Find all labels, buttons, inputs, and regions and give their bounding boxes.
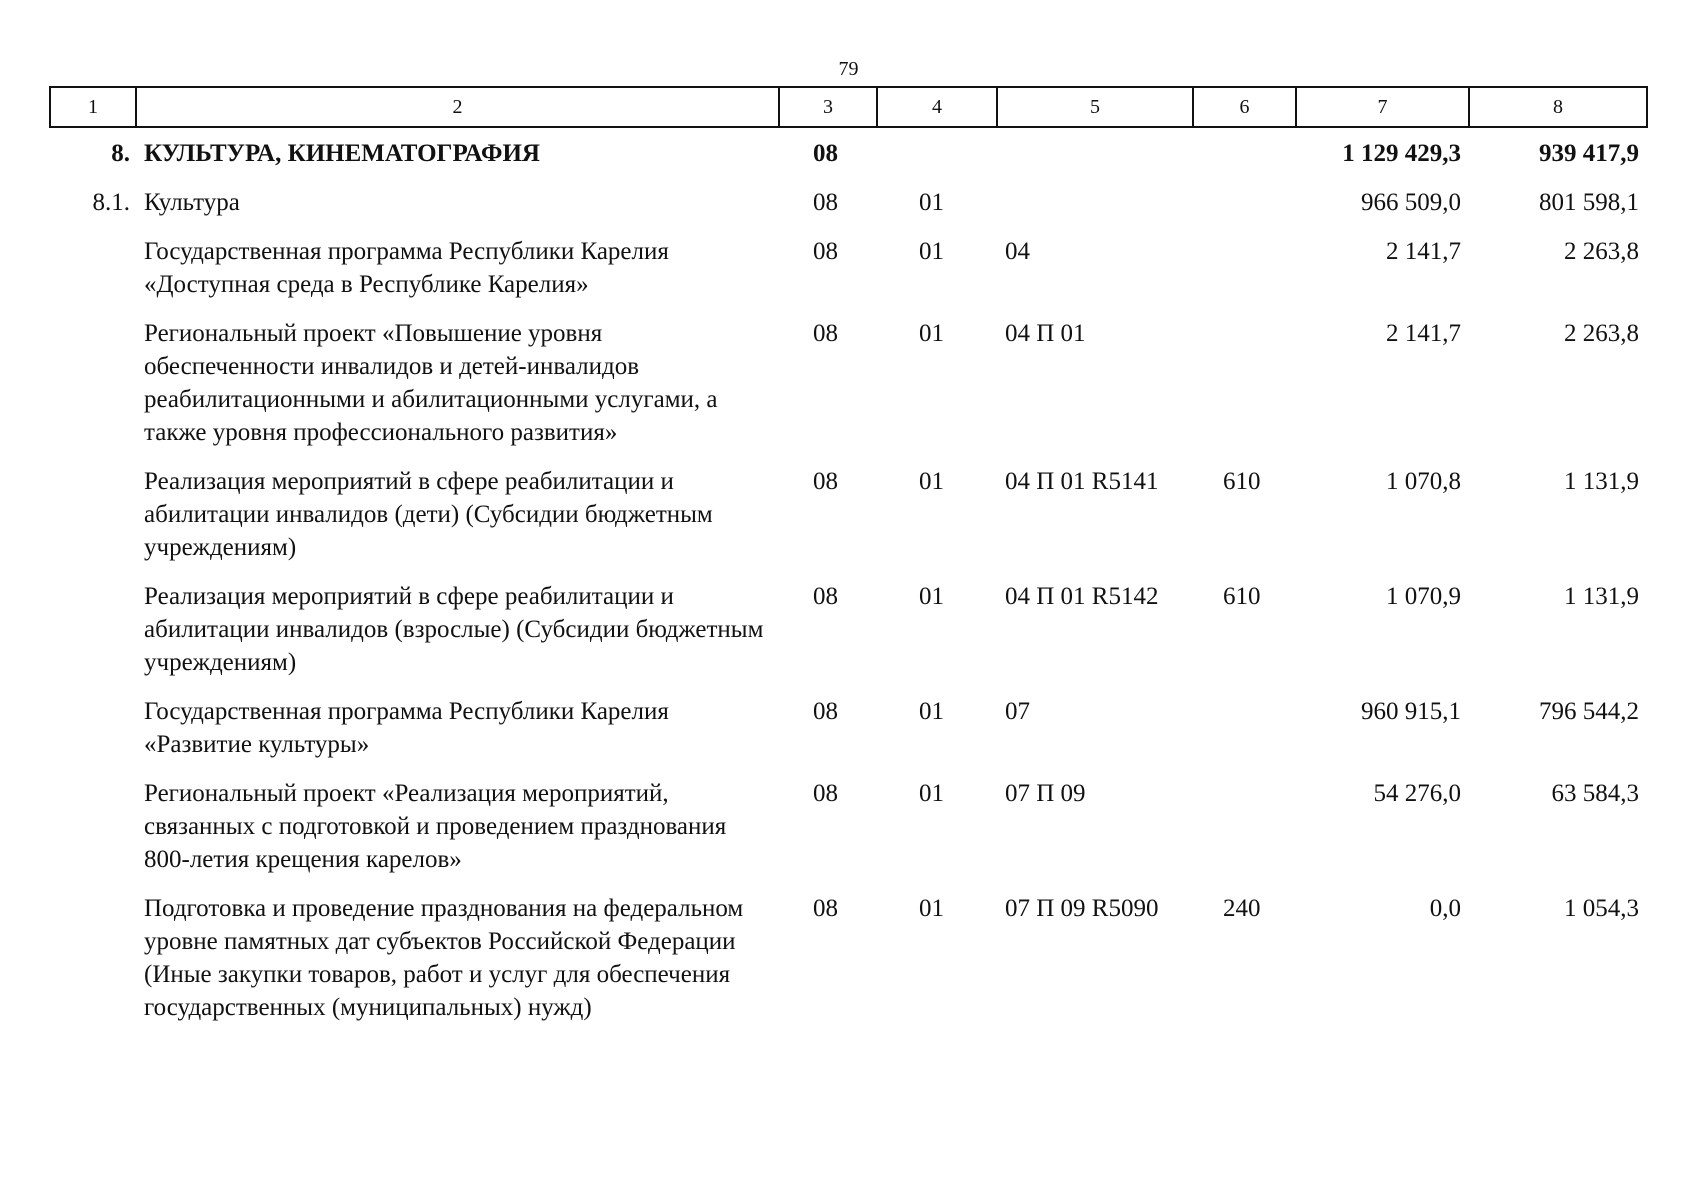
row-number-cell: [50, 580, 136, 695]
row-number-cell: [50, 892, 136, 1040]
subsection-code-cell: 01: [919, 698, 944, 725]
section-code-cell: 08: [813, 238, 838, 265]
header-cell: 6: [1193, 87, 1296, 127]
table-row: [50, 186, 1647, 235]
amount-col7-cell: 1 070,8: [1386, 468, 1461, 495]
row-name-cell: Подготовка и проведение празднования на федеральном уровне памятных дат субъектов Российской Федерации (Иные закупки товаров, работ и услуг для обеспечения государственных (муниципальных) нужд): [144, 895, 744, 1021]
row-name-cell: Культура: [144, 189, 240, 216]
target-article-cell: 04 П 01 R5141: [1005, 468, 1159, 495]
row-name-cell: КУЛЬТУРА, КИНЕМАТОГРАФИЯ: [144, 140, 540, 167]
amount-col8-cell: 801 598,1: [1539, 189, 1639, 216]
amount-col7-cell: 966 509,0: [1361, 189, 1461, 216]
subsection-code-cell: 01: [919, 583, 944, 610]
amount-col8-cell: 2 263,8: [1564, 320, 1639, 347]
section-code-cell: 08: [813, 189, 838, 216]
header-cell: 1: [50, 87, 136, 127]
table-row: [50, 580, 1647, 695]
header-cell: 7: [1296, 87, 1469, 127]
section-code-cell: 08: [813, 320, 838, 347]
header-cell: 8: [1469, 87, 1647, 127]
amount-col8-cell: 1 054,3: [1564, 895, 1639, 922]
expense-type-cell: 610: [1223, 468, 1261, 495]
header-cell: 5: [997, 87, 1193, 127]
row-name-cell: Региональный проект «Повышение уровня обеспеченности инвалидов и детей-инвалидов реабилитационными и абилитационными услугами, а также уровня профессионального развития»: [144, 320, 718, 446]
budget-table: [49, 86, 1648, 1040]
row-number-cell: 8.: [111, 140, 130, 167]
row-name-cell: Реализация мероприятий в сфере реабилитации и абилитации инвалидов (взрослые) (Субсидии бюджетным учреждениям): [144, 583, 764, 676]
amount-col7-cell: 960 915,1: [1361, 698, 1461, 725]
table-row: [50, 777, 1647, 892]
row-number-cell: [50, 465, 136, 580]
subsection-code-cell: 01: [919, 238, 944, 265]
header-cell: 2: [136, 87, 779, 127]
section-code-cell: 08: [813, 698, 838, 725]
row-number-cell: [50, 777, 136, 892]
subsection-code-cell: 01: [919, 780, 944, 807]
target-article-cell: 07: [1005, 698, 1030, 725]
amount-col8-cell: 1 131,9: [1564, 583, 1639, 610]
row-number-cell: 8.1.: [92, 189, 130, 216]
amount-col7-cell: 1 129 429,3: [1342, 140, 1461, 167]
page-number: 79: [838, 58, 859, 80]
row-name-cell: Государственная программа Республики Карелия «Развитие культуры»: [144, 698, 669, 758]
section-code-cell: 08: [813, 895, 838, 922]
table-row: [50, 127, 1647, 186]
row-name-cell: Региональный проект «Реализация мероприятий, связанных с подготовкой и проведением празднования 800-летия крещения карелов»: [144, 780, 727, 873]
section-code-cell: 08: [813, 468, 838, 495]
target-article-cell: 07 П 09 R5090: [1005, 895, 1159, 922]
table-row: [50, 892, 1647, 1040]
amount-col7-cell: 0,0: [1429, 895, 1461, 922]
amount-col8-cell: 63 584,3: [1551, 780, 1639, 807]
row-number-cell: [50, 317, 136, 465]
subsection-code-cell: 01: [919, 895, 944, 922]
target-article-cell: 07 П 09: [1005, 780, 1086, 807]
header-row: [50, 87, 1647, 127]
target-article-cell: [997, 127, 1193, 186]
expense-type-cell: [1193, 235, 1296, 317]
amount-col7-cell: 54 276,0: [1373, 780, 1461, 807]
table-row: [50, 317, 1647, 465]
target-article-cell: [997, 186, 1193, 235]
target-article-cell: 04 П 01 R5142: [1005, 583, 1159, 610]
table-row: [50, 695, 1647, 777]
table-row: [50, 235, 1647, 317]
subsection-code-cell: 01: [919, 468, 944, 495]
expense-type-cell: 610: [1223, 583, 1261, 610]
row-name-cell: Реализация мероприятий в сфере реабилитации и абилитации инвалидов (дети) (Субсидии бюджетным учреждениям): [144, 468, 713, 561]
subsection-code-cell: 01: [919, 320, 944, 347]
section-code-cell: 08: [813, 583, 838, 610]
section-code-cell: 08: [813, 140, 838, 167]
expense-type-cell: [1193, 127, 1296, 186]
amount-col8-cell: 796 544,2: [1539, 698, 1639, 725]
target-article-cell: 04 П 01: [1005, 320, 1086, 347]
amount-col8-cell: 1 131,9: [1564, 468, 1639, 495]
expense-type-cell: [1193, 317, 1296, 465]
expense-type-cell: [1193, 777, 1296, 892]
table-body: [50, 127, 1647, 1040]
expense-type-cell: [1193, 186, 1296, 235]
amount-col7-cell: 2 141,7: [1386, 320, 1461, 347]
target-article-cell: 04: [1005, 238, 1030, 265]
row-number-cell: [50, 235, 136, 317]
subsection-code-cell: [877, 127, 997, 186]
amount-col8-cell: 939 417,9: [1539, 140, 1639, 167]
amount-col7-cell: 1 070,9: [1386, 583, 1461, 610]
header-cell: 4: [877, 87, 997, 127]
amount-col7-cell: 2 141,7: [1386, 238, 1461, 265]
expense-type-cell: 240: [1223, 895, 1261, 922]
row-name-cell: Государственная программа Республики Карелия «Доступная среда в Республике Карелия»: [144, 238, 669, 298]
row-number-cell: [50, 695, 136, 777]
table-row: [50, 465, 1647, 580]
header-cell: 3: [779, 87, 877, 127]
subsection-code-cell: 01: [919, 189, 944, 216]
expense-type-cell: [1193, 695, 1296, 777]
section-code-cell: 08: [813, 780, 838, 807]
amount-col8-cell: 2 263,8: [1564, 238, 1639, 265]
